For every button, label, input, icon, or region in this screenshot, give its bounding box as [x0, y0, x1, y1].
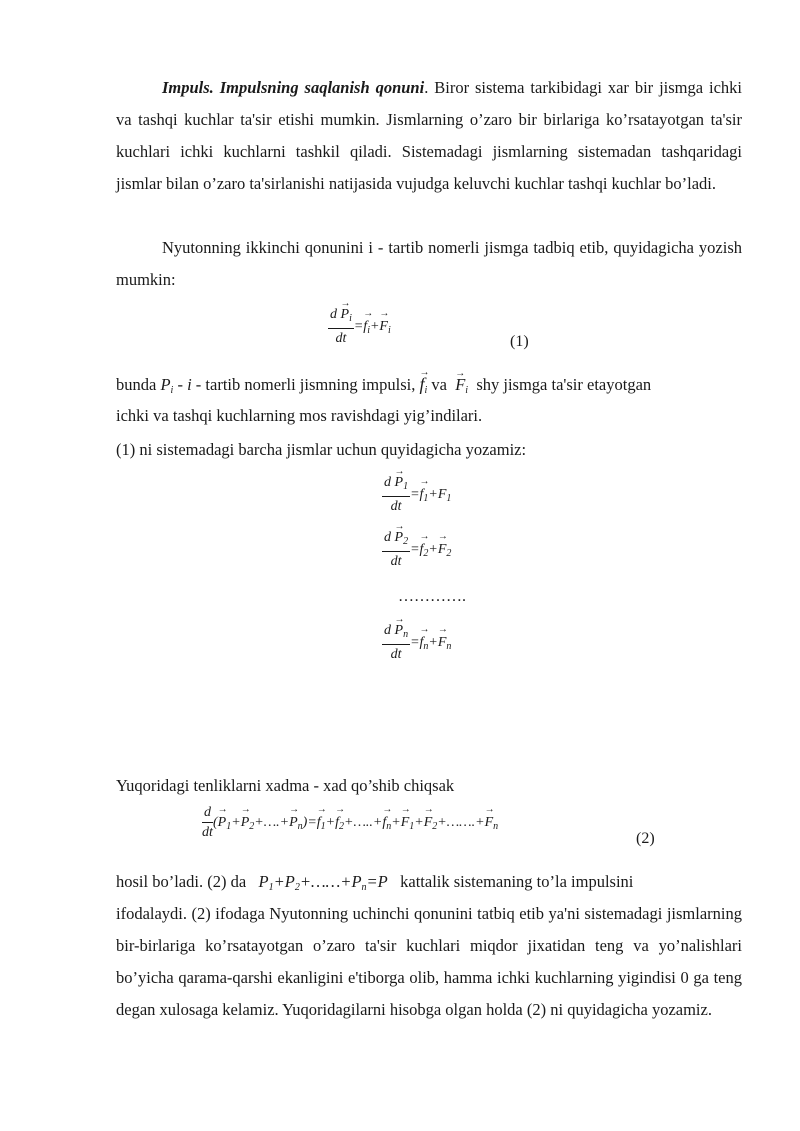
- bunda-suffix: shy jismga ta'sir etayotgan: [476, 375, 652, 394]
- line-system: (1) ni sistemadagi barcha jismlar uchun quyidagicha yozamiz:: [116, 440, 527, 459]
- section-title: Impuls. Impulsning saqlanish qonuni: [162, 78, 425, 97]
- equation-2-number: (2): [636, 830, 655, 847]
- paragraph-impuls-intro: [116, 72, 742, 200]
- paragraph-newton-second: Nyutonning ikkinchi qonunini i - tartib nomerli jismga tadbiq etib, quyidagicha yozish mumkin:: [116, 238, 742, 289]
- paragraph-impuls-text: . Biror sistema tarkibidagi xar bir jismga ichki va tashqi kuchlar ta'sir etishi mumkin. Jismlarning o’zaro bir birlariga ko’rsatayotgan ta'sir kuchlari ichki kuchlarni tashkil qiladi. Sistemadagi jismlarning sistemadan tashqaridagi jismlar bilan o’zaro ta'sirlanishi natijasida vujudga keluvchi kuchlar tashqi kuchlar bo’ladi.: [116, 78, 742, 193]
- bunda-mid: - tartib nomerli jismning impulsi,: [195, 375, 416, 394]
- line-bunda-2: ichki va tashqi kuchlarning mos ravishdagi yig’indilari.: [116, 406, 483, 425]
- line-bunda: bunda $P_i$ - i - tartib nomerli jismning impulsi, → $f_i$ va → $F_i$ shy jismga ta'sir etayotgan: [116, 368, 742, 407]
- equation-1-number: (1): [510, 333, 529, 350]
- equation-1: $\frac{d \to P_i}{dt}$ =→ $f_i+\to F_i$: [328, 306, 391, 349]
- line-hosil: hosil bo’ladi. (2) da $P_1+P_2+\dots\dots+P_n=P$ kattalik sistemaning to’la impulsini: [116, 872, 634, 893]
- bunda-prefix: bunda: [116, 375, 157, 394]
- hosil-suffix: kattalik sistemaning to’la impulsini: [400, 872, 634, 891]
- equation-2: $\frac{d}{dt}$ (→ $P_1+\to$ $P_2+\dots.+\to P_n)=\to f_1+\to$ $f_2+\dots..+\to f_n+\to F_1+\to$ $F_2+\dots\dots.+\to F_n$: [202, 804, 498, 843]
- equation-system-2: $\frac{d \to P_2}{dt}$ =→ $f_2+\to F_2$: [382, 529, 451, 572]
- equation-ellipsis: ………….: [398, 588, 466, 605]
- paragraph-final: ifodalaydi. (2) ifodaga Nyutonning uchinchi qonunini tatbiq etib ya'ni sistemadagi jismlarning bir-birlariga ko’rsatayotgan o’zaro ta'sir kuchlari miqdor jixatidan teng va yo’nalishlari bo’yicha qarama-qarshi ekanligini e'tiborga olib, hamma ichki kuchlarning yigindisi 0 ga teng degan xulosaga kelamiz. Yuqoridagilarni hisobga olgan holda (2) ni quyidagicha yozamiz.: [116, 904, 742, 1019]
- equation-system-1: $\frac{d \to P_1}{dt}$ =→ $f_1+F_1$: [382, 474, 451, 517]
- hosil-prefix: hosil bo’ladi. (2) da: [116, 872, 247, 891]
- bunda-va: va: [431, 375, 447, 394]
- line-sum: Yuqoridagi tenliklarni xadma - xad qo’shib chiqsak: [116, 776, 455, 795]
- equation-system-n: $\frac{d \to P_n}{dt}$ =→ $f_n+\to F_n$: [382, 622, 451, 665]
